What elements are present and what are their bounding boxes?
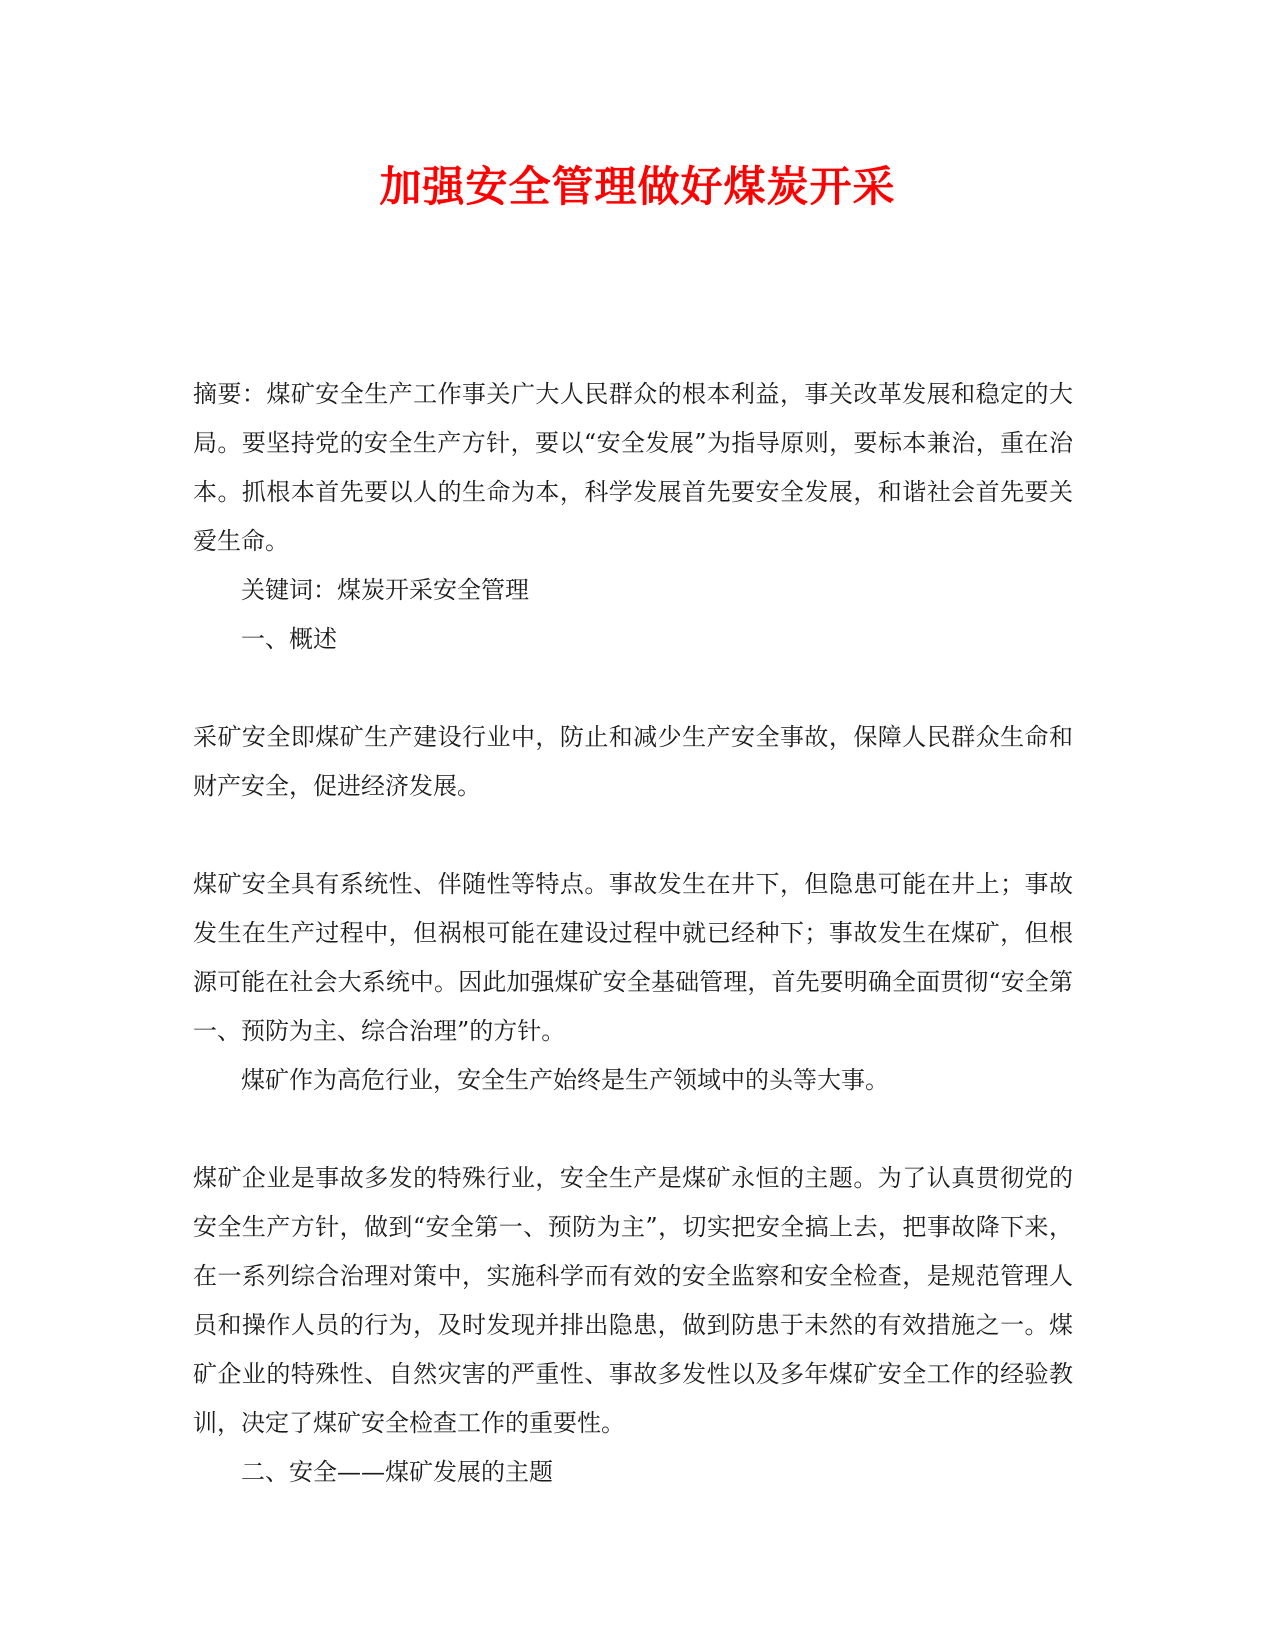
abstract-paragraph: 摘要：煤矿安全生产工作事关广大人民群众的根本利益，事关改革发展和稳定的大局。要坚持党的安全生产方针，要以“安全发展”为指导原则，要标本兼治，重在治本。抓根本首先要以人的生命为本，科学发展首先要安全发展，和谐社会首先要关爱生命。 xyxy=(193,380,1073,555)
body-paragraph: 煤矿安全具有系统性、伴随性等特点。事故发生在井下，但隐患可能在井上；事故发生在生产过程中，但祸根可能在建设过程中就已经种下；事故发生在煤矿，但根源可能在社会大系统中。因此加强煤矿安全基础管理，首先要明确全面贯彻“安全第一、预防为主、综合治理”的方针。 xyxy=(193,870,1073,1045)
section-heading-overview: 一、概述 xyxy=(241,625,337,653)
body-paragraph: 煤矿作为高危行业，安全生产始终是生产领域中的头等大事。 xyxy=(241,1066,889,1094)
document-title: 加强安全管理做好煤炭开采 xyxy=(379,162,896,211)
section-heading-safety-theme: 二、安全——煤矿发展的主题 xyxy=(241,1458,553,1486)
body-paragraph: 采矿安全即煤矿生产建设行业中，防止和减少生产安全事故，保障人民群众生命和财产安全，促进经济发展。 xyxy=(193,723,1073,800)
document-body xyxy=(193,370,1073,1497)
body-paragraph: 煤矿企业是事故多发的特殊行业，安全生产是煤矿永恒的主题。为了认真贯彻党的安全生产方针，做到“安全第一、预防为主”，切实把安全搞上去，把事故降下来，在一系列综合治理对策中，实施科学而有效的安全监察和安全检查，是规范管理人员和操作人员的行为，及时发现并排出隐患，做到防患于未然的有效措施之一。煤矿企业的特殊性、自然灾害的严重性、事故多发性以及多年煤矿安全工作的经验教训，决定了煤矿安全检查工作的重要性。 xyxy=(193,1164,1073,1437)
keywords-line: 关键词：煤炭开采安全管理 xyxy=(241,576,529,604)
